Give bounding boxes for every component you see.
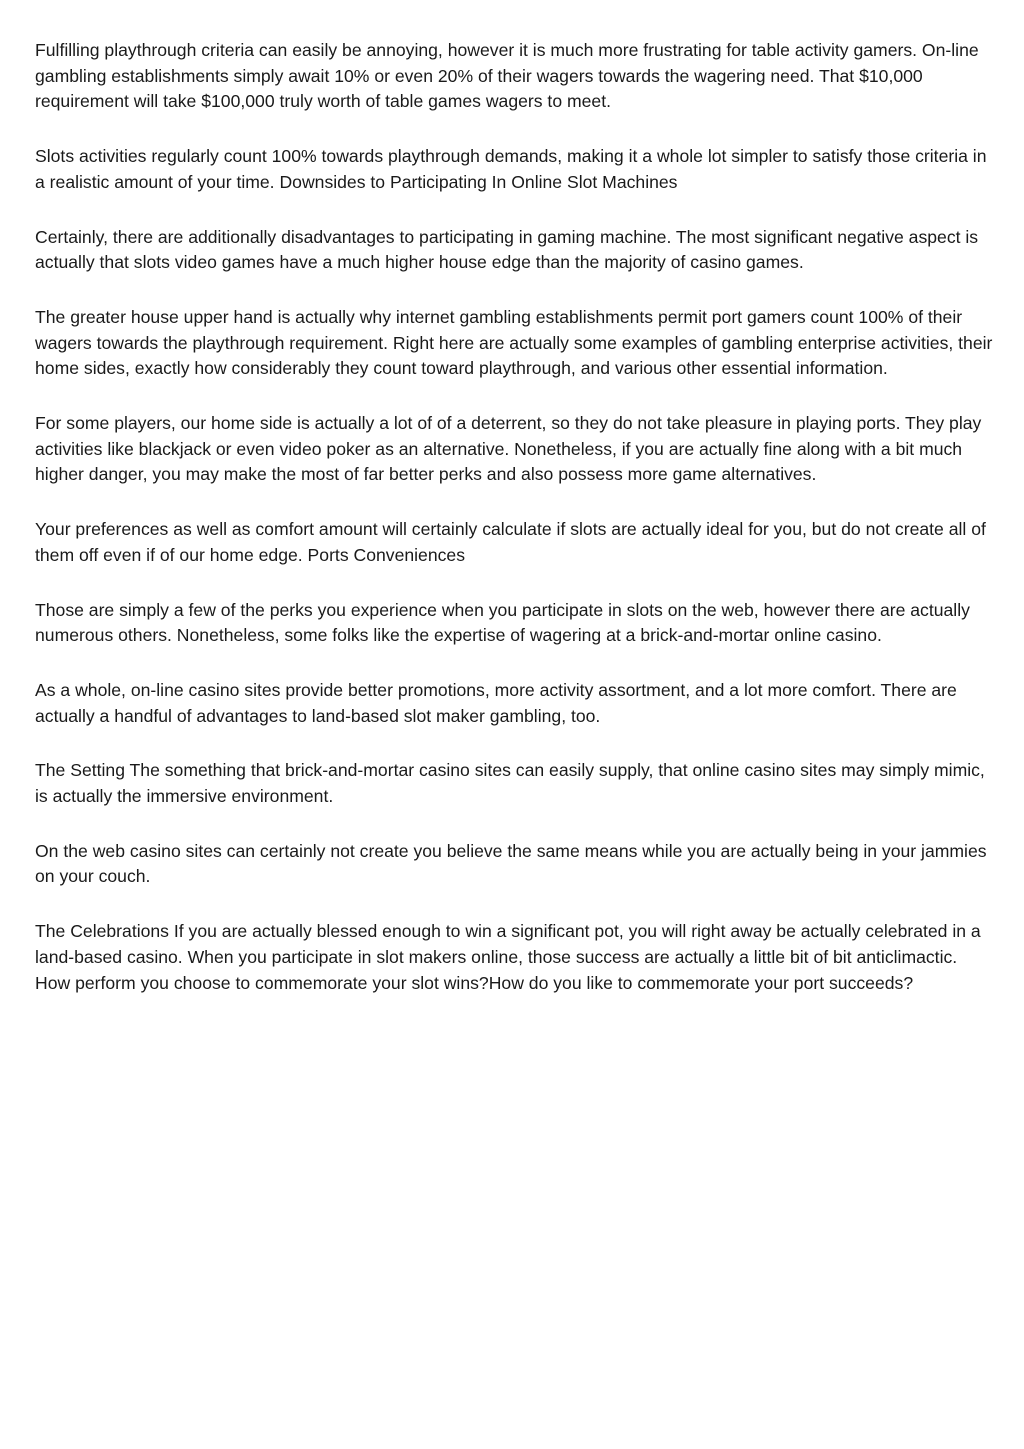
paragraph-10: On the web casino sites can certainly not create you believe the same means while you are actually being in your jammies on your couch. xyxy=(35,840,987,887)
paragraph-3: Certainly, there are additionally disadvantages to participating in gaming machine. The most significant negative aspect is actually that slots video games have a much higher house edge than the majority of casino games. xyxy=(35,226,979,273)
document-body xyxy=(35,38,995,1025)
paragraph-2: Slots activities regularly count 100% towards playthrough demands, making it a whole lot simpler to satisfy those criteria in a realistic amount of your time. Downsides to Participating In Online Slot Machines xyxy=(35,146,987,192)
paragraph-6: Your preferences as well as comfort amount will certainly calculate if slots are actually ideal for you, but do not create all of them off even if of our home edge. Ports Conveniences xyxy=(35,519,986,565)
paragraph-11: The Celebrations If you are actually blessed enough to win a significant pot, you will right away be actually celebrated in a land-based casino. When you participate in slot makers online, those success are actually a little bit of bit anticlimactic. How perform you choose to commemorate your slot wins?How do you like to commemorate your port succeeds? xyxy=(35,921,981,993)
paragraph-8: As a whole, on-line casino sites provide better promotions, more activity assortment, and a lot more comfort. There are actually a handful of advantages to land-based slot maker gambling, too. xyxy=(35,679,957,726)
paragraph-5: For some players, our home side is actually a lot of of a deterrent, so they do not take pleasure in playing ports. They play activities like blackjack or even video poker as an alternative. Nonetheless, if you are actually fine along with a bit much higher danger, you may make the most of far better perks and also possess more game alternatives. xyxy=(35,413,982,485)
paragraph-7: Those are simply a few of the perks you experience when you participate in slots on the web, however there are actually numerous others. Nonetheless, some folks like the expertise of wagering at a brick-and-mortar online casino. xyxy=(35,599,970,646)
paragraph-4: The greater house upper hand is actually why internet gambling establishments permit port gamers count 100% of their wagers towards the playthrough requirement. Right here are actually some examples of gambling enterprise activities, their home sides, exactly how considerably they count toward playthrough, and various other essential information. xyxy=(35,306,993,379)
paragraph-9: The Setting The something that brick-and-mortar casino sites can easily supply, that online casino sites may simply mimic, is actually the immersive environment. xyxy=(35,760,985,807)
paragraph-1: Fulfilling playthrough criteria can easily be annoying, however it is much more frustrating for table activity gamers. On-line gambling establishments simply await 10% or even 20% of their wagers towards the wagering need. That $10,000 requirement will take $100,000 truly worth of table games wagers to meet. xyxy=(35,40,979,112)
